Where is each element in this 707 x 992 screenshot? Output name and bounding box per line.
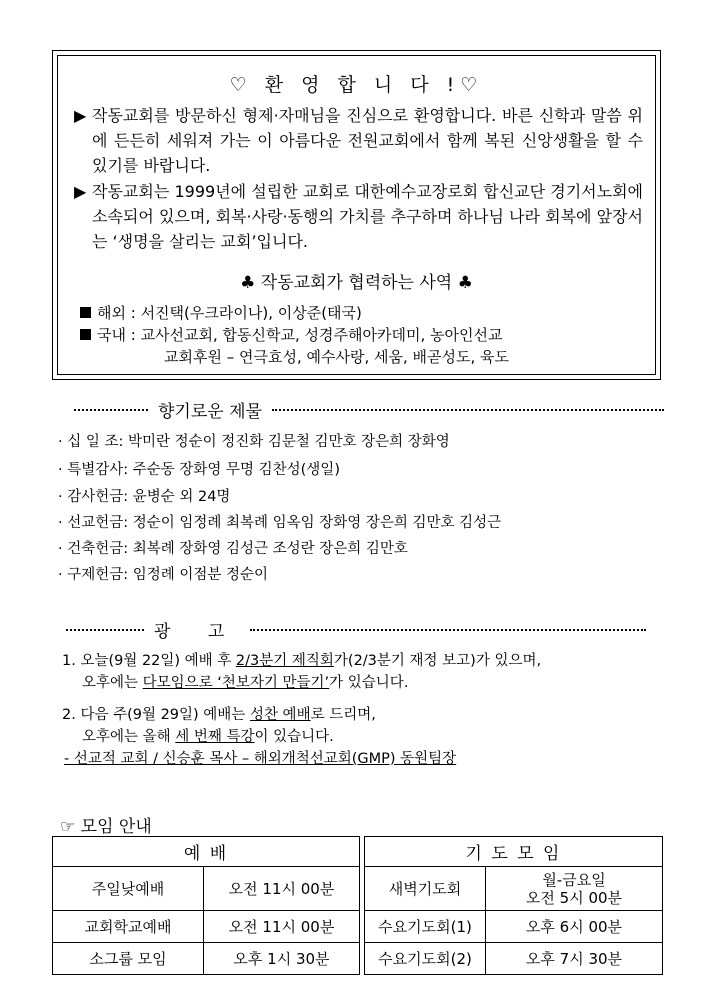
ad-text: 가(2/3분기 재정 보고)가 있으며, [333, 653, 542, 669]
ad-text: 1. 오늘(9월 22일) 예배 후 [62, 653, 236, 669]
worship-header: 예 배 [53, 837, 360, 867]
dotted-line [272, 409, 664, 411]
offering-line: · 건축헌금: 최복례 장화영 김성근 조성란 장은희 김만호 [58, 541, 408, 557]
offering-line: · 십 일 조: 박미란 정순이 정진화 김문철 김만호 장은희 장화영 [58, 434, 450, 450]
square-bullet-icon [80, 329, 91, 340]
offering-line: · 선교헌금: 정순이 임정례 최복례 임옥임 장화영 장은희 김만호 김성근 [58, 515, 502, 531]
dotted-line [74, 409, 148, 411]
ad-text: 오후에는 올해 [82, 729, 176, 745]
ads-heading-label: 광 고 [154, 622, 241, 642]
prayer-header: 기 도 모 임 [365, 837, 663, 867]
worship-name: 소그룹 모임 [53, 943, 204, 975]
ad-item-2-line-1 [62, 704, 376, 726]
table-row [53, 867, 663, 911]
mission-domestic [80, 324, 502, 346]
offerings-heading [74, 397, 664, 422]
ad-highlight: 2/3분기 제직회 [235, 653, 334, 669]
offering-line: · 감사헌금: 윤병순 외 24명 [58, 489, 231, 505]
offerings-heading-label: 향기로운 제물 [158, 402, 262, 422]
worship-time: 오후 1시 30분 [204, 943, 360, 975]
welcome-box [52, 50, 661, 380]
prayer-time [486, 867, 663, 911]
welcome-paragraph-2-text: 작동교회는 1999년에 설립한 교회로 대한예수교장로회 합신교단 경기서노회에 소속되어 있으며, 회복·사랑·동행의 가치를 추구하며 하나님 나라 회복에 앞장서는 ‘생명을 살리는 교회’입니다. [92, 182, 643, 251]
bullet-arrow-icon: ▶ [74, 106, 87, 125]
worship-name: 주일낮예배 [53, 867, 204, 911]
table-header-row [53, 837, 663, 867]
offering-line: · 특별감사: 주순동 장화영 무명 김찬성(생일) [58, 462, 340, 478]
ads-heading [66, 617, 646, 642]
mission-overseas [80, 302, 362, 324]
ad-text: 2. 다음 주(9월 29일) 예배는 [62, 707, 250, 723]
ad-text: 이 있습니다. [254, 729, 334, 745]
ad-text: 가 있습니다. [329, 675, 409, 691]
prayer-time-days: 월-금요일 [542, 870, 606, 889]
ad-item-1-line-1 [62, 650, 541, 672]
worship-time: 오전 11시 00분 [204, 911, 360, 943]
square-bullet-icon [80, 307, 91, 318]
meetings-title: ☞ 모임 안내 [60, 817, 152, 837]
mission-domestic-support: 교회후원 – 연극효성, 예수사랑, 세움, 배곧성도, 육도 [164, 348, 509, 366]
welcome-paragraph-1 [74, 103, 643, 178]
welcome-box-inner [57, 55, 656, 375]
prayer-time-hour: 오전 5시 00분 [525, 888, 623, 907]
ad-text: 로 드리며, [310, 707, 376, 723]
mission-domestic-text: 국내 : 교사선교회, 합동신학교, 성경주해아카데미, 농아인선교 [97, 326, 503, 344]
meetings-table [52, 836, 663, 975]
table-row [53, 911, 663, 943]
dotted-line [66, 629, 144, 631]
welcome-paragraph-2 [74, 179, 643, 254]
worship-name: 교회학교예배 [53, 911, 204, 943]
prayer-name: 수요기도회(2) [365, 943, 486, 975]
offering-line: · 구제헌금: 임정례 이점분 정순이 [58, 567, 269, 583]
welcome-title: ♡ 환 영 합 니 다 !♡ [229, 74, 484, 96]
ad-highlight: 세 번째 특강 [175, 729, 255, 745]
ad-highlight: 다모임으로 ‘천보자기 만들기’ [142, 675, 330, 691]
ad-item-2-line-3: - 선교적 교회 / 신승훈 목사 – 해외개척선교회(GMP) 동원팀장 [64, 751, 457, 767]
prayer-name: 수요기도회(1) [365, 911, 486, 943]
ad-item-1-line-2 [82, 672, 408, 694]
dotted-line [250, 629, 646, 631]
bullet-arrow-icon: ▶ [74, 182, 87, 201]
table-row [53, 943, 663, 975]
mission-overseas-text: 해외 : 서진택(우크라이나), 이상준(태국) [97, 304, 362, 322]
mission-title: ♣ 작동교회가 협력하는 사역 ♣ [240, 273, 473, 293]
prayer-time: 오후 6시 00분 [486, 911, 663, 943]
welcome-paragraph-1-text: 작동교회를 방문하신 형제·자매님을 진심으로 환영합니다. 바른 신학과 말씀 위에 든든히 세워져 가는 이 아름다운 전원교회에서 함께 복된 신앙생활을 할 수 있기를 바랍니다. [92, 106, 643, 175]
ad-text: 오후에는 [82, 675, 143, 691]
ad-highlight: 성찬 예배 [249, 707, 311, 723]
prayer-name: 새벽기도회 [365, 867, 486, 911]
prayer-time: 오후 7시 30분 [486, 943, 663, 975]
ad-item-2-line-2 [82, 726, 334, 748]
worship-time: 오전 11시 00분 [204, 867, 360, 911]
